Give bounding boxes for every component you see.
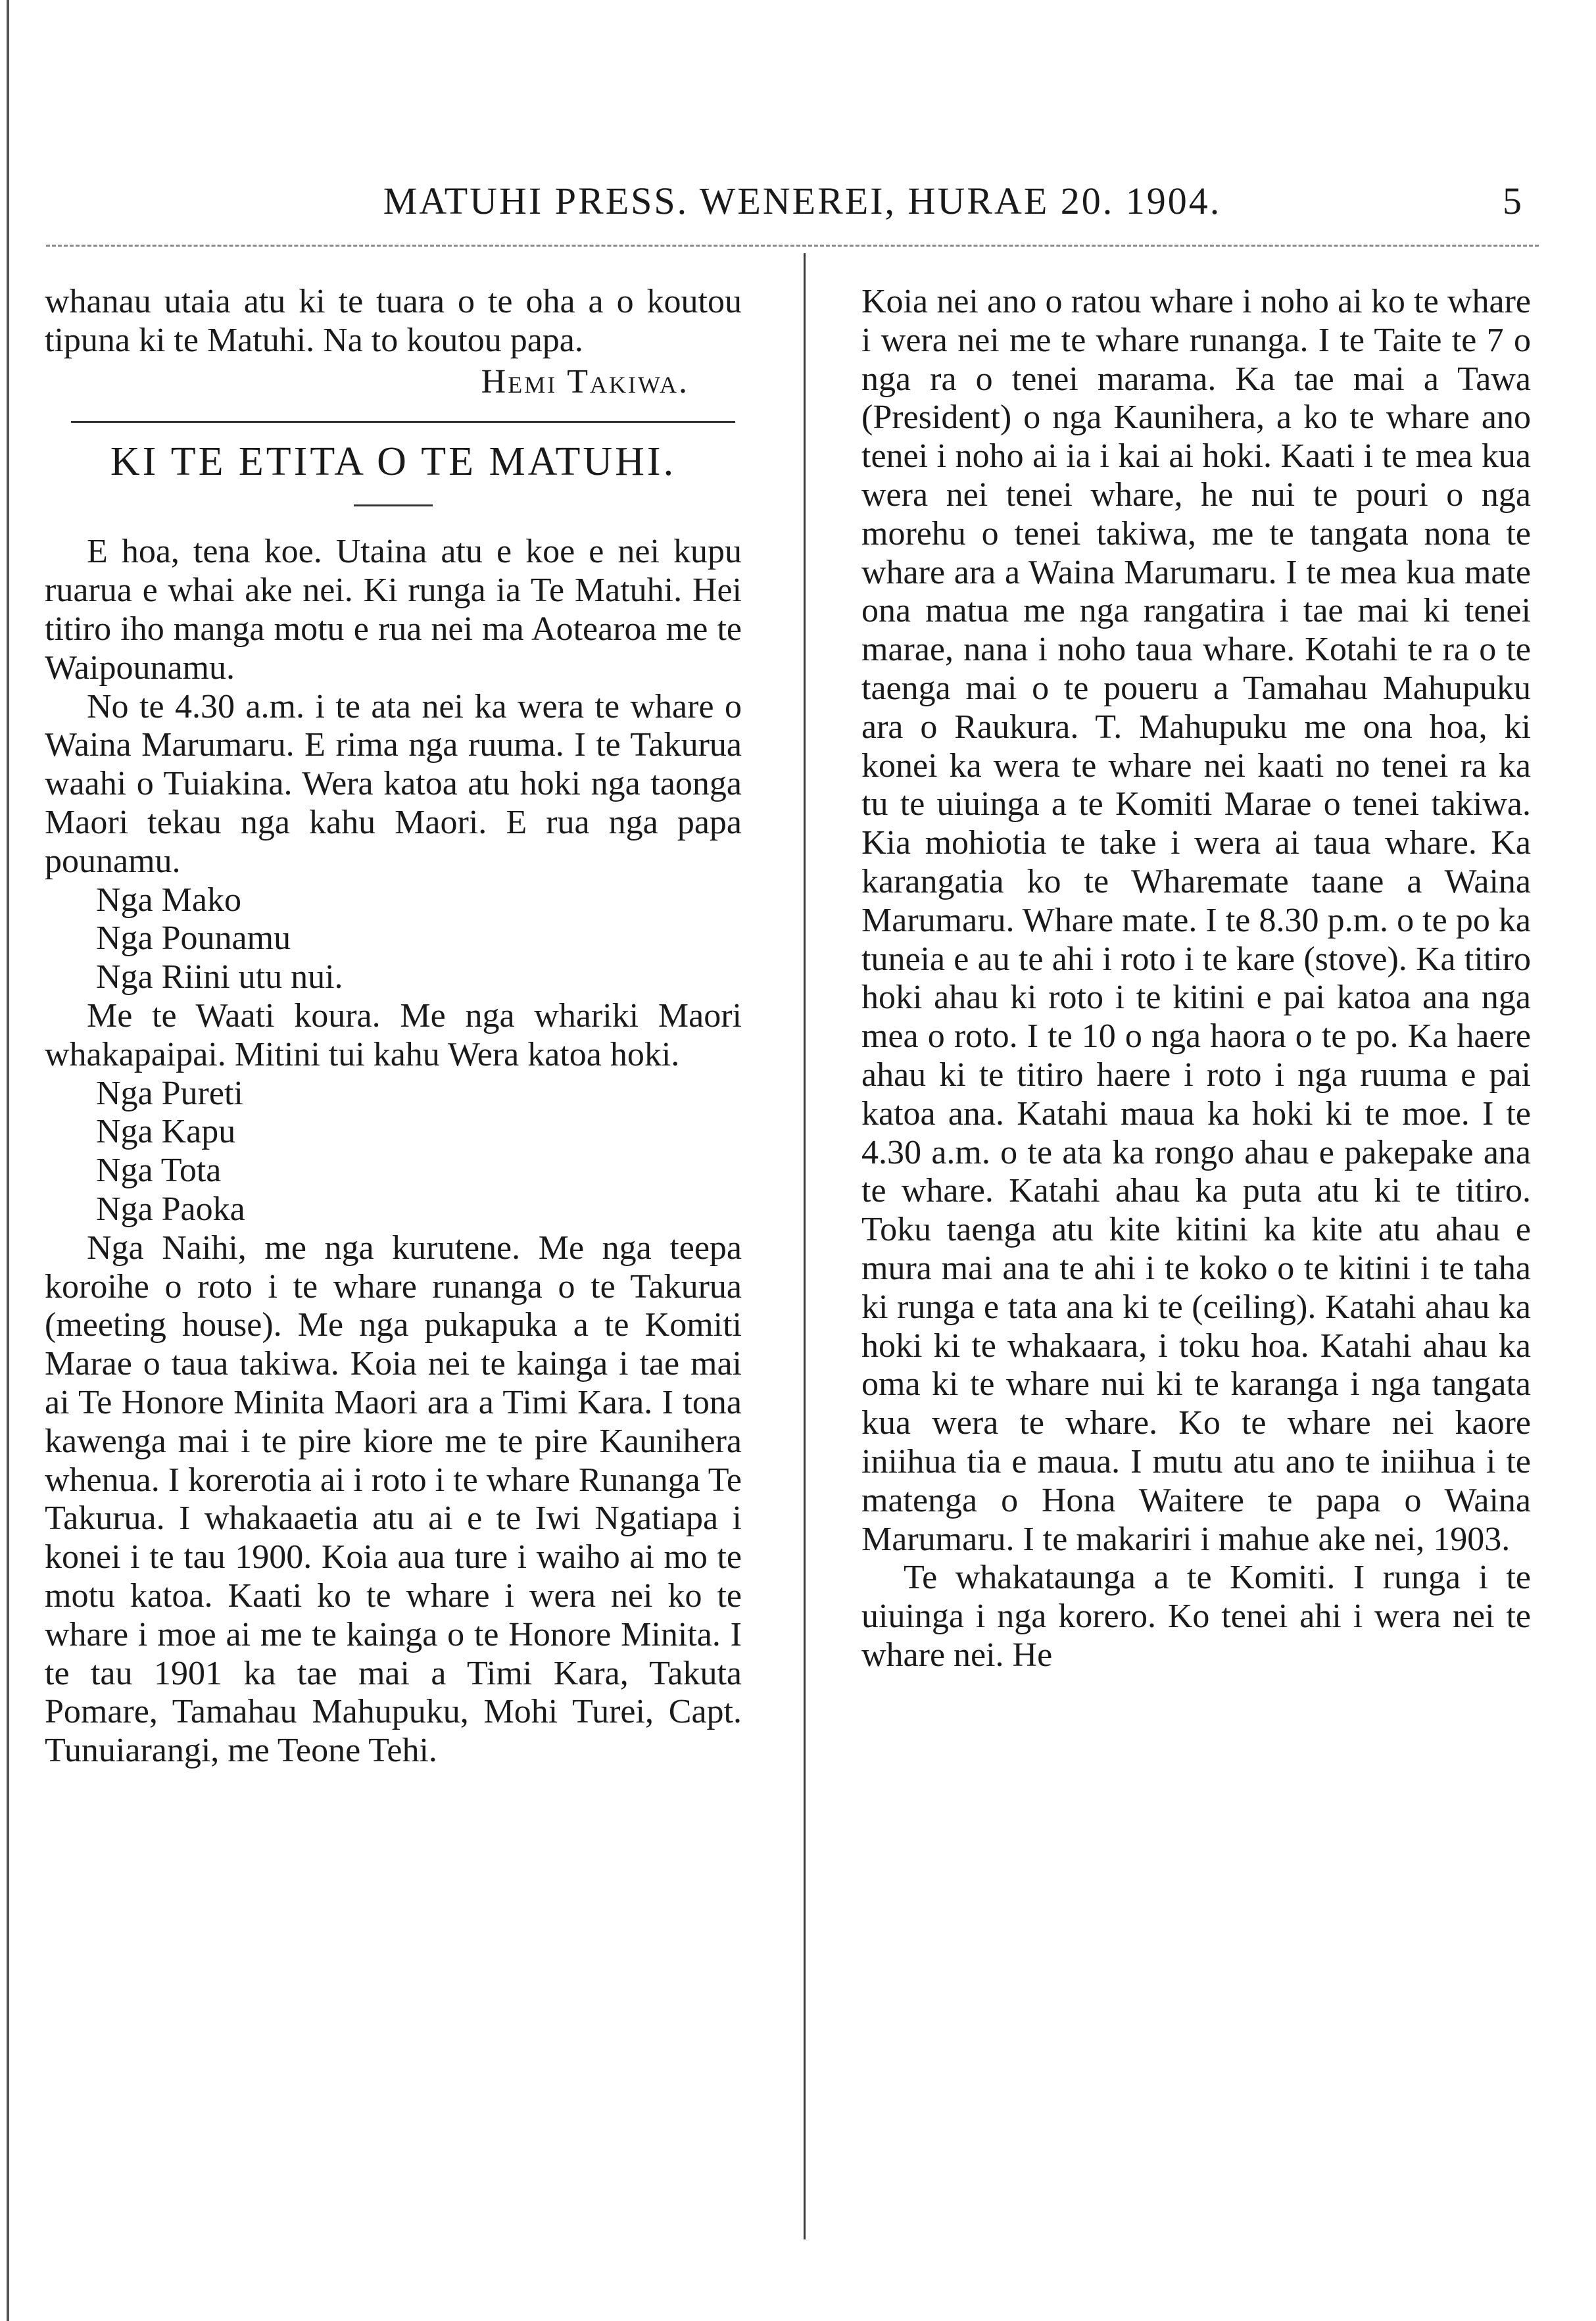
list-item: Nga Pounamu <box>96 919 291 958</box>
page-edge-line <box>7 0 9 2321</box>
letter-paragraph: Nga Naihi, me nga kurutene. Me nga teepa koroihe o roto i te whare runanga o te Takurua (meeting house). Me nga pukapuka a te Komiti Marae o taua takiwa. Koia nei te kainga i tae mai ai Te Honore Minita Maori ara a Timi Kara. I tona kawenga mai i te pire kiore me te pire Kaunihera whenua. I korerotia ai i roto i te whare Runanga Te Takurua. I whakaaetia atu ai e te Iwi Ngatiapa i konei i te tau 1900. Koia aua ture i waiho ai mo te motu katoa. Kaati ko te whare i wera nei ko te whare i moe ai me te kainga o te Honore Minita. I te tau 1901 ka tae mai a Timi Kara, Takuta Pomare, Tamahau Mahupuku, Mohi Turei, Capt. Tunuiarangi, me Teone Tehi. <box>45 1229 742 1770</box>
list-item: Nga Mako <box>96 881 241 919</box>
page-number: 5 <box>1503 180 1522 222</box>
list-item: Nga Riini utu nui. <box>96 958 343 996</box>
letter-paragraph: Me te Waati koura. Me nga whariki Maori whakapaipai. Mitini tui kahu Wera katoa hoki. <box>45 996 742 1073</box>
header-rule <box>46 245 1539 247</box>
left-column <box>45 283 742 1771</box>
list-item: Nga Paoka <box>96 1190 245 1228</box>
letter-paragraph: Koia nei ano o ratou whare i noho ai ko te whare i wera nei me te whare runanga. I te Taite te 7 o nga ra o tenei marama. Ka tae mai a Tawa (President) o nga Kaunihera, a ko te whare ano tenei i noho ai ia i kai ai hoki. Kaati i te mea kua wera nei tenei whare, he nui te pouri o nga morehu o tenei takiwa, me te tangata nona te whare ara a Waina Marumaru. I te mea kua mate ona matua me nga rangatira i tae mai ki tenei marae, nana i noho taua whare. Kotahi te ra o te taenga mai o te poueru a Tamahau Mahupuku ara o Raukura. T. Mahupuku me ona hoa, ki konei ka wera te whare nei kaati no tenei ra ka tu te uiuinga a te Komiti Marae o tenei takiwa. Kia mohiotia te take i wera ai taua whare. Ka karangatia ko te Wharemate taane a Waina Marumaru. Whare mate. I te 8.30 p.m. o te po ka tuneia e au te ahi i roto i te kare (stove). Ka titiro hoki ahau ki roto i te kitini e pai katoa ana nga mea o roto. I te 10 o nga haora o te po. Ka haere ahau ki te titiro haere i roto i nga ruuma e pai katoa ana. Katahi maua ka hoki ki te moe. I te 4.30 a.m. o te ata ka rongo ahau e pakepake ana te whare. Katahi ahau ka puta atu ki te titiro. Toku taenga atu kite kitini ka kite atu ahau e mura mai ana te ahi i te koko o te kitini i te taha ki runga e tata ana ki te (ceiling). Katahi ahau ka hoki ki te whakaara, i toku hoa. Katahi ahau ka oma ki te whare nui ki te karanga i nga tangata kua wera te whare. Ko te whare nei kaore iniihua tia e maua. I mutu atu ano te iniihua i te matenga o Hona Waitere te papa o Waina Marumaru. I te makariri i mahue ake nei, 1903. <box>861 283 1531 1558</box>
section-heading: KI TE ETITA O TE MATUHI. <box>110 439 677 485</box>
page-header-title: MATUHI PRESS. WENEREI, HURAE 20. 1904. <box>383 180 1222 222</box>
letter-closing-paragraph: whanau utaia atu ki te tuara o te oha a o koutou tipuna ki te Matuhi. Na to koutou papa. <box>45 283 742 359</box>
letter-paragraph: Te whakataunga a te Komiti. I runga i te uiuinga i nga korero. Ko tenei ahi i wera nei te whare nei. He <box>861 1559 1531 1674</box>
list-item: Nga Pureti <box>96 1074 243 1112</box>
heading-short-rule <box>354 504 433 506</box>
letter-signature: Hemi Takiwa. <box>481 362 689 401</box>
list-item: Nga Tota <box>96 1152 222 1190</box>
list-item: Nga Kapu <box>96 1113 236 1151</box>
letter-paragraph: No te 4.30 a.m. i te ata nei ka wera te whare o Waina Marumaru. E rima nga ruuma. I te Takurua waahi o Tuiakina. Wera katoa atu hoki nga taonga Maori tekau nga kahu Maori. E rua nga papa pounamu. <box>45 687 742 880</box>
section-divider <box>71 421 735 423</box>
column-divider <box>804 253 806 2239</box>
right-column <box>861 283 1531 1675</box>
letter-paragraph: E hoa, tena koe. Utaina atu e koe e nei kupu ruarua e whai ake nei. Ki runga ia Te Matuhi. Hei titiro iho manga motu e rua nei ma Aotearoa me te Waipounamu. <box>45 533 742 687</box>
